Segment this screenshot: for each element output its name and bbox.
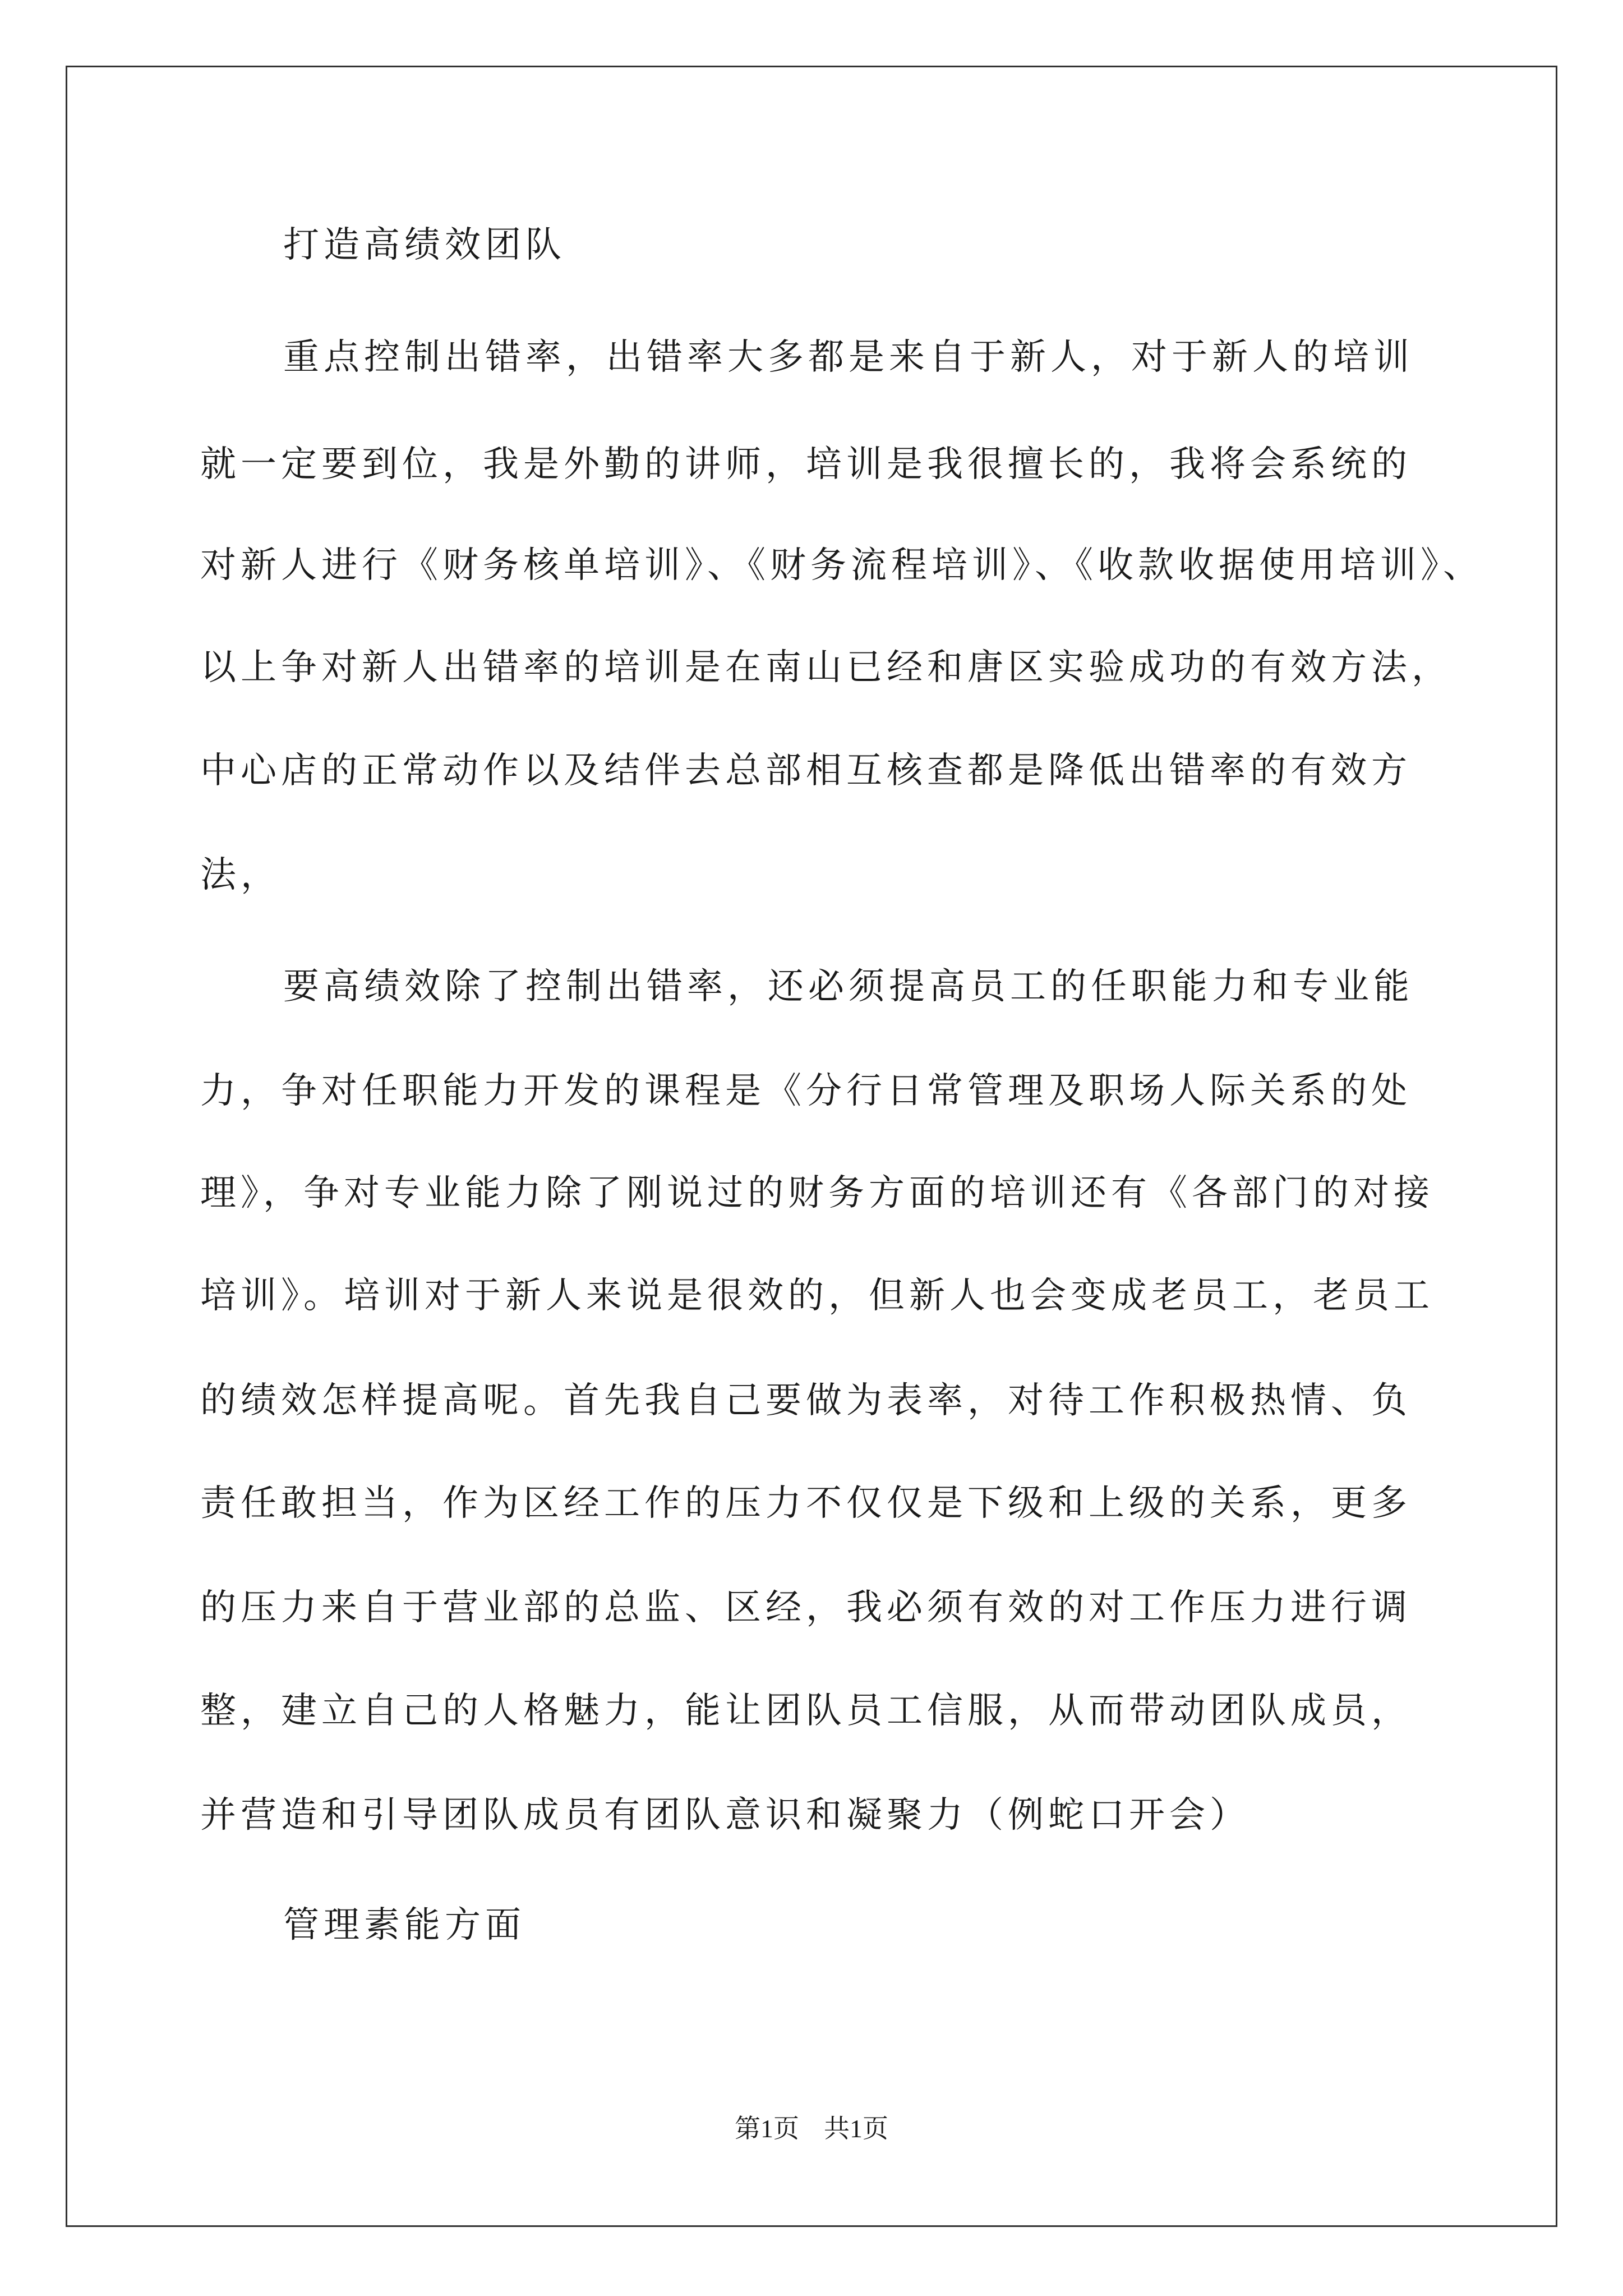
section-heading: 管理素能方面 <box>283 1904 525 1946</box>
document-title: 打造高绩效团队 <box>283 224 566 266</box>
paragraph-2-line-3: 理》，争对专业能力除了刚说过的财务方面的培训还有《各部门的对接 <box>200 1172 1434 1214</box>
page-footer <box>0 2112 1623 2146</box>
paragraph-1-line-6: 法， <box>200 854 281 896</box>
paragraph-1-line-1: 重点控制出错率，出错率大多都是来自于新人，对于新人的培训 <box>283 337 1414 378</box>
paragraph-2-line-6: 责任敢担当，作为区经工作的压力不仅仅是下级和上级的关系，更多 <box>200 1483 1412 1524</box>
page-number: 第1页 <box>735 2114 799 2143</box>
paragraph-1-line-4: 以上争对新人出错率的培训是在南山已经和唐区实验成功的有效方法， <box>200 647 1452 688</box>
paragraph-2-line-1: 要高绩效除了控制出错率，还必须提高员工的任职能力和专业能 <box>283 966 1414 1007</box>
paragraph-1-line-3: 对新人进行《财务核单培训》、《财务流程培训》、《收款收据使用培训》、 <box>200 545 1483 586</box>
paragraph-2-line-4: 培训》。培训对于新人来说是很效的，但新人也会变成老员工，老员工 <box>200 1275 1434 1317</box>
paragraph-2-line-2: 力，争对任职能力开发的课程是《分行日常管理及职场人际关系的处 <box>200 1070 1412 1112</box>
paragraph-1-line-2: 就一定要到位，我是外勤的讲师，培训是我很擅长的，我将会系统的 <box>200 444 1412 485</box>
total-pages: 共1页 <box>824 2114 888 2143</box>
paragraph-2-line-9: 并营造和引导团队成员有团队意识和凝聚力（例蛇口开会） <box>200 1795 1250 1836</box>
paragraph-1-line-5: 中心店的正常动作以及结伴去总部相互核查都是降低出错率的有效方 <box>200 750 1412 792</box>
paragraph-2-line-5: 的绩效怎样提高呢。首先我自己要做为表率，对待工作积极热情、负 <box>200 1380 1412 1421</box>
paragraph-2-line-8: 整，建立自己的人格魅力，能让团队员工信服，从而带动团队成员， <box>200 1690 1412 1732</box>
paragraph-2-line-7: 的压力来自于营业部的总监、区经，我必须有效的对工作压力进行调 <box>200 1587 1412 1628</box>
